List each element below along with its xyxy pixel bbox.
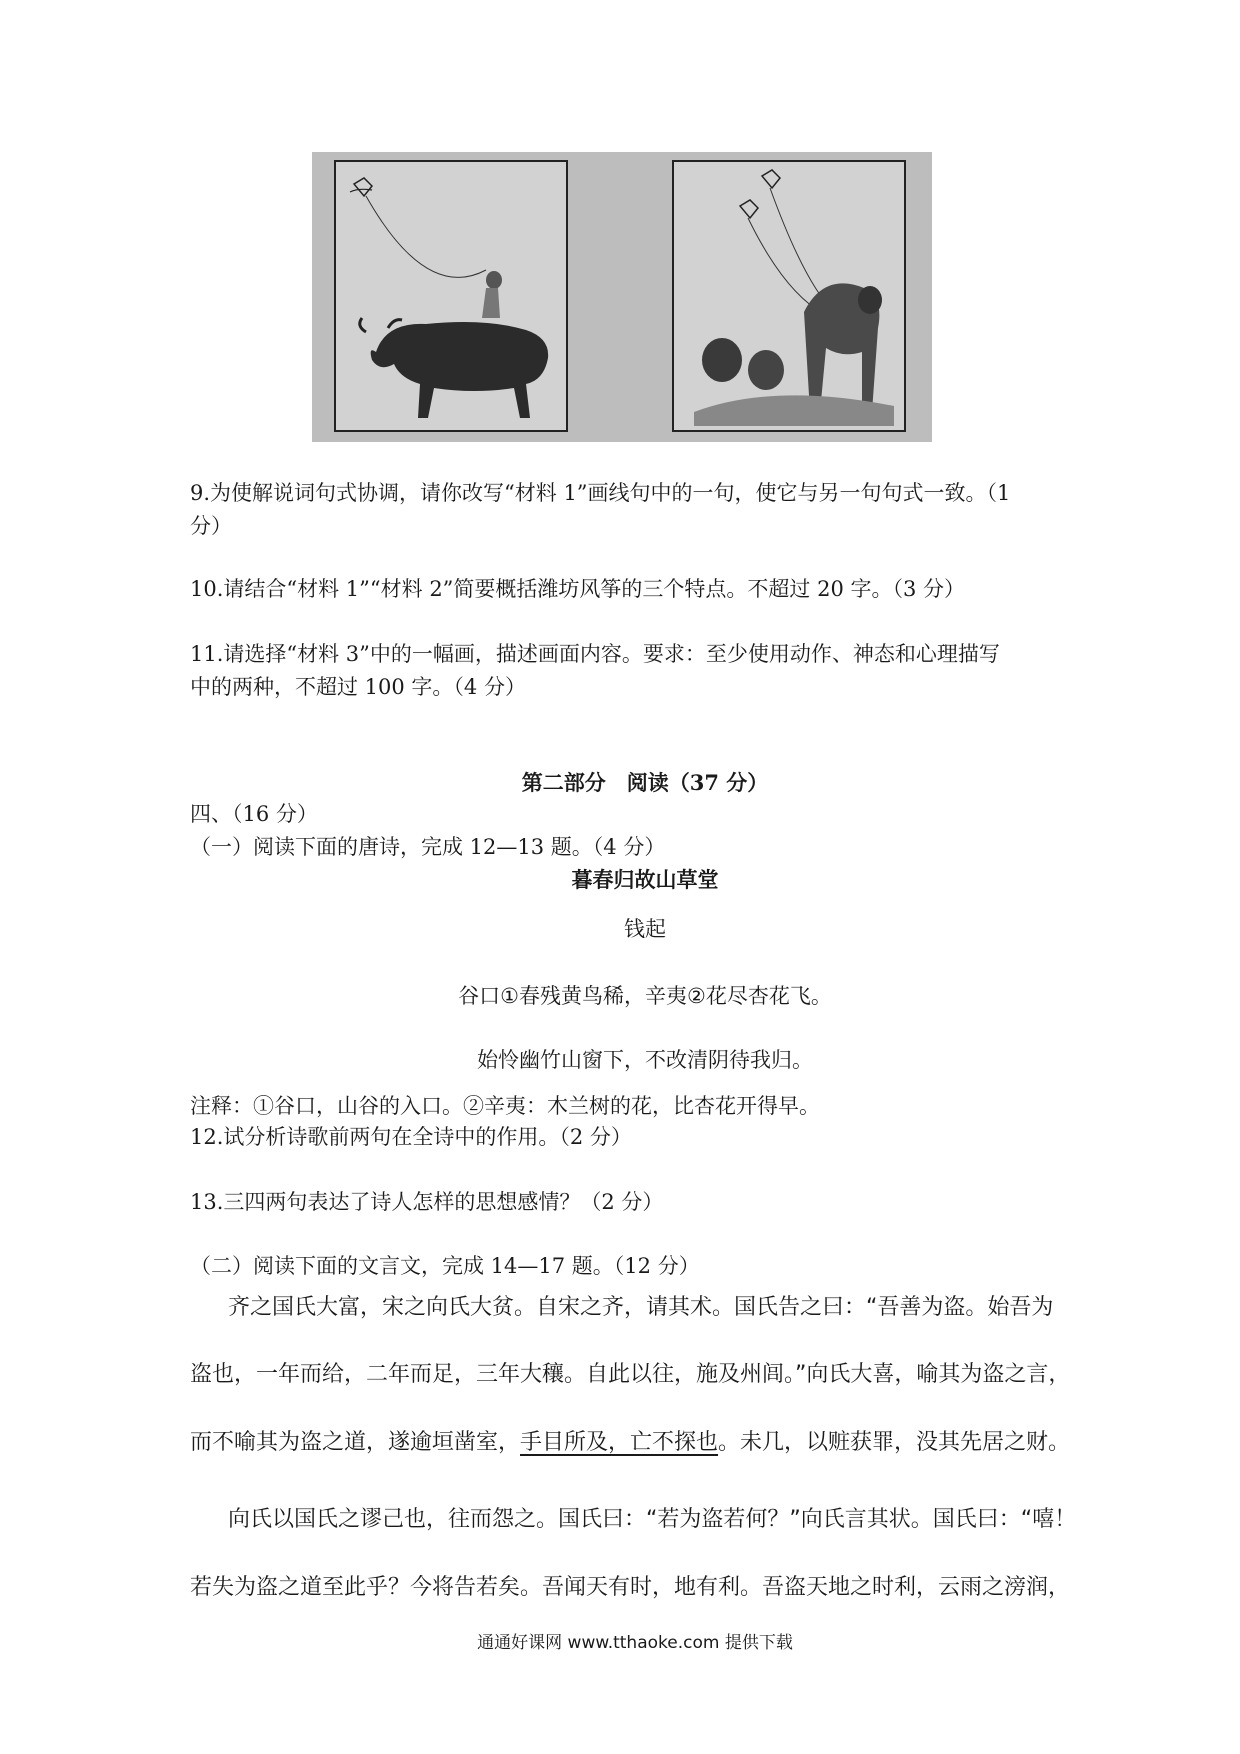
passage-para2-line2: 若失为盗之道至此乎？今将告若矣。吾闻天有时，地有利。吾盗天地之时利，云雨之滂润， (190, 1575, 1071, 1600)
poem-line-1: 谷口①春残黄鸟稀，辛夷②花尽杏花飞。 (458, 984, 832, 1008)
question-9-line2: 分） (190, 514, 232, 538)
question-11-line2: 中的两种，不超过 100 字。（4 分） (190, 675, 526, 699)
subsection-2-instruction: （二）阅读下面的文言文，完成 14—17 题。（12 分） (190, 1254, 700, 1278)
material-3-figure (312, 152, 932, 442)
question-13: 13.三四两句表达了诗人怎样的思想感情？（2 分） (190, 1190, 664, 1214)
page-footer: 通通好课网 www.tthaoke.com 提供下载 (477, 1633, 793, 1653)
passage-text-segment: 。未几，以赃获罪，没其先居之财。 (718, 1430, 1071, 1455)
passage-para1-line3 (190, 1425, 1070, 1456)
children-dog-kite-drawing (672, 160, 906, 432)
passage-para1-line2: 盗也，一年而给，二年而足，三年大穰。自此以往，施及州闾。”向氏大喜，喻其为盗之言， (190, 1362, 1071, 1387)
buffalo-kite-drawing (334, 160, 568, 432)
underlined-sentence: 手目所及，亡不探也 (520, 1430, 719, 1455)
poem-author: 钱起 (624, 917, 666, 941)
poem-title: 暮春归故山草堂 (571, 868, 719, 892)
subsection-1-instruction: （一）阅读下面的唐诗，完成 12—13 题。（4 分） (190, 835, 666, 859)
buffalo-kite-illustration (336, 162, 566, 430)
poem-line-2: 始怜幽竹山窗下，不改清阴待我归。 (477, 1048, 813, 1072)
passage-text-segment: 而不喻其为盗之道，遂逾垣凿室， (190, 1430, 521, 1455)
question-12: 12.试分析诗歌前两句在全诗中的作用。（2 分） (190, 1125, 632, 1149)
section-4-label: 四、（16 分） (190, 802, 318, 826)
part-2-title: 第二部分 阅读（37 分） (521, 770, 769, 795)
passage-para2-line1: 向氏以国氏之谬己也，往而怨之。国氏曰：“若为盗若何？”向氏言其状。国氏曰：“嘻！ (228, 1507, 1077, 1532)
children-dog-kite-illustration (674, 162, 904, 430)
question-9-line1: 9.为使解说词句式协调，请你改写“材料 1”画线句中的一句，使它与另一句句式一致。（1 (190, 481, 1011, 505)
question-11-line1: 11.请选择“材料 3”中的一幅画，描述画面内容。要求：至少使用动作、神态和心理描写 (190, 642, 1000, 666)
passage-para1-line1: 齐之国氏大富，宋之向氏大贫。自宋之齐，请其术。国氏告之曰：“吾善为盗。始吾为 (228, 1295, 1054, 1320)
question-10: 10.请结合“材料 1”“材料 2”简要概括潍坊风筝的三个特点。不超过 20 字。（3 分） (190, 577, 966, 601)
poem-note: 注释：①谷口，山谷的入口。②辛夷：木兰树的花，比杏花开得早。 (190, 1094, 820, 1118)
